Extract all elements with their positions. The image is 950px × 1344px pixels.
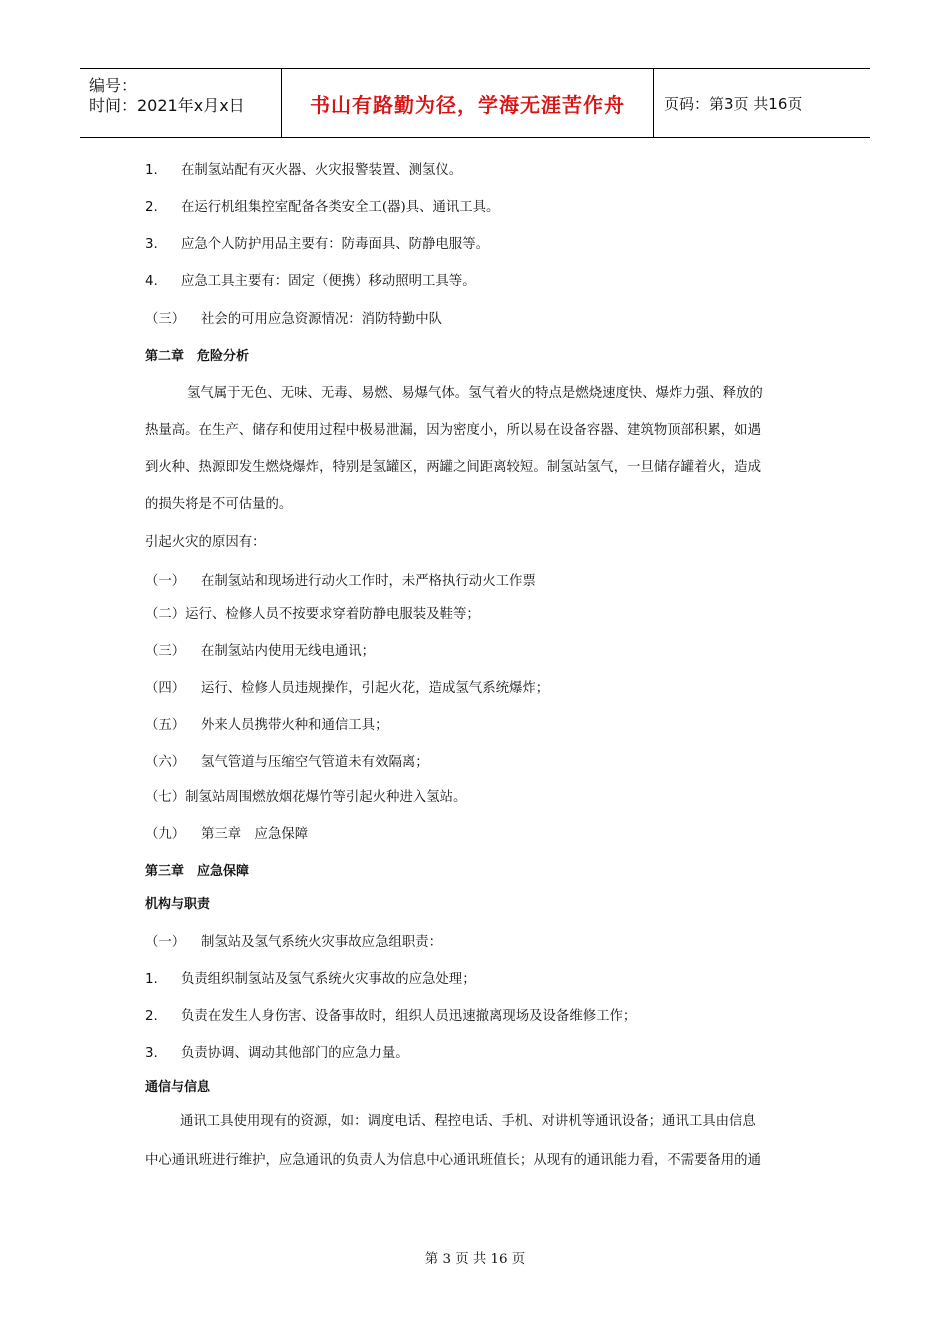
list-item [145, 273, 476, 291]
list-item [145, 826, 308, 844]
item-text: 负责协调、调动其他部门的应急力量。 [181, 1046, 409, 1061]
header-motto: 书山有路勤为径，学海无涯苦作舟 [282, 69, 654, 137]
item-number: 2. [145, 1009, 158, 1024]
item-number: （九） [145, 827, 186, 842]
item-number: 1. [145, 163, 158, 178]
item-text: 在制氢站内使用无线电通讯； [201, 644, 376, 659]
item-text: 第三章 应急保障 [201, 827, 309, 842]
chapter-heading: 第二章 危险分析 [145, 349, 250, 364]
list-item [145, 643, 375, 661]
document-date-label: 时间：2021年x月x日 [89, 96, 245, 115]
paragraph-line: 热量高。在生产、储存和使用过程中极易泄漏，因为密度小，所以易在设备容器、建筑物顶部积累，如遇 [145, 423, 761, 438]
item-number: 1. [145, 972, 158, 987]
item-text: 应急工具主要有：固定（便携）移动照明工具等。 [181, 274, 476, 289]
page-footer: 第 3 页 共 16 页 [424, 1252, 526, 1267]
item-number: 2. [145, 200, 158, 215]
item-number: （三） [145, 312, 186, 327]
section-heading: 通信与信息 [145, 1080, 211, 1095]
item-number: 4. [145, 274, 158, 289]
item-text: 负责组织制氢站及氢气系统火灾事故的应急处理； [181, 972, 476, 987]
item-text: 负责在发生人身伤害、设备事故时，组织人员迅速撤离现场及设备维修工作； [181, 1009, 637, 1024]
item-number: 3. [145, 237, 158, 252]
list-item [145, 934, 442, 952]
list-item [145, 971, 476, 989]
item-number: （六） [145, 755, 186, 770]
list-item [145, 199, 499, 217]
chapter-heading: 第三章 应急保障 [145, 864, 250, 879]
item-number: （三） [145, 644, 186, 659]
paragraph-line: 到火种、热源即发生燃烧爆炸，特别是氢罐区，两罐之间距离较短。制氢站氢气，一旦储存罐着火，造成 [145, 460, 761, 475]
list-item [145, 754, 429, 772]
item-text: 社会的可用应急资源情况：消防特勤中队 [201, 312, 443, 327]
list-item [145, 162, 462, 180]
list-item [145, 1045, 409, 1063]
paragraph-line: 中心通讯班进行维护，应急通讯的负责人为信息中心通讯班值长；从现有的通讯能力看，不需要备用的通 [145, 1153, 761, 1168]
paragraph-line: 的损失将是不可估量的。 [145, 497, 293, 512]
list-item [145, 717, 388, 735]
header-meta-cell [80, 69, 282, 137]
item-text: 氢气管道与压缩空气管道未有效隔离； [201, 755, 429, 770]
item-text: 在制氢站和现场进行动火工作时，未严格执行动火工作票 [201, 574, 536, 589]
paragraph-line: 通讯工具使用现有的资源，如：调度电话、程控电话、手机、对讲机等通讯设备；通讯工具由信息 [180, 1114, 756, 1129]
list-item [145, 573, 536, 591]
paragraph-line: 氢气属于无色、无味、无毒、易燃、易爆气体。氢气着火的特点是燃烧速度快、爆炸力强、释放的 [187, 386, 763, 401]
page-header [80, 68, 870, 138]
item-number: （一） [145, 574, 186, 589]
item-number: 3. [145, 1046, 158, 1061]
item-text: 在制氢站配有灭火器、火灾报警装置、测氢仪。 [181, 163, 463, 178]
list-item [145, 680, 549, 698]
item-number: （五） [145, 718, 186, 733]
list-item [145, 1008, 636, 1026]
item-text: 制氢站及氢气系统火灾事故应急组职责： [201, 935, 443, 950]
item-text: 应急个人防护用品主要有：防毒面具、防静电服等。 [181, 237, 489, 252]
item-text: 外来人员携带火种和通信工具； [201, 718, 389, 733]
list-item [145, 236, 489, 254]
list-item: （七）制氢站周围燃放烟花爆竹等引起火种进入氢站。 [145, 790, 467, 805]
item-text: 运行、检修人员违规操作，引起火花，造成氢气系统爆炸； [201, 681, 550, 696]
item-number: （四） [145, 681, 186, 696]
header-page-indicator: 页码：第3页 共16页 [664, 94, 803, 113]
item-text: 在运行机组集控室配备各类安全工(器)具、通讯工具。 [181, 200, 500, 215]
item-number: （一） [145, 935, 186, 950]
document-number-label: 编号： [89, 76, 138, 95]
section-heading: 机构与职责 [145, 897, 211, 912]
paragraph-line: 引起火灾的原因有： [145, 535, 266, 550]
list-item [145, 311, 442, 329]
list-item: （二）运行、检修人员不按要求穿着防静电服装及鞋等； [145, 607, 480, 622]
